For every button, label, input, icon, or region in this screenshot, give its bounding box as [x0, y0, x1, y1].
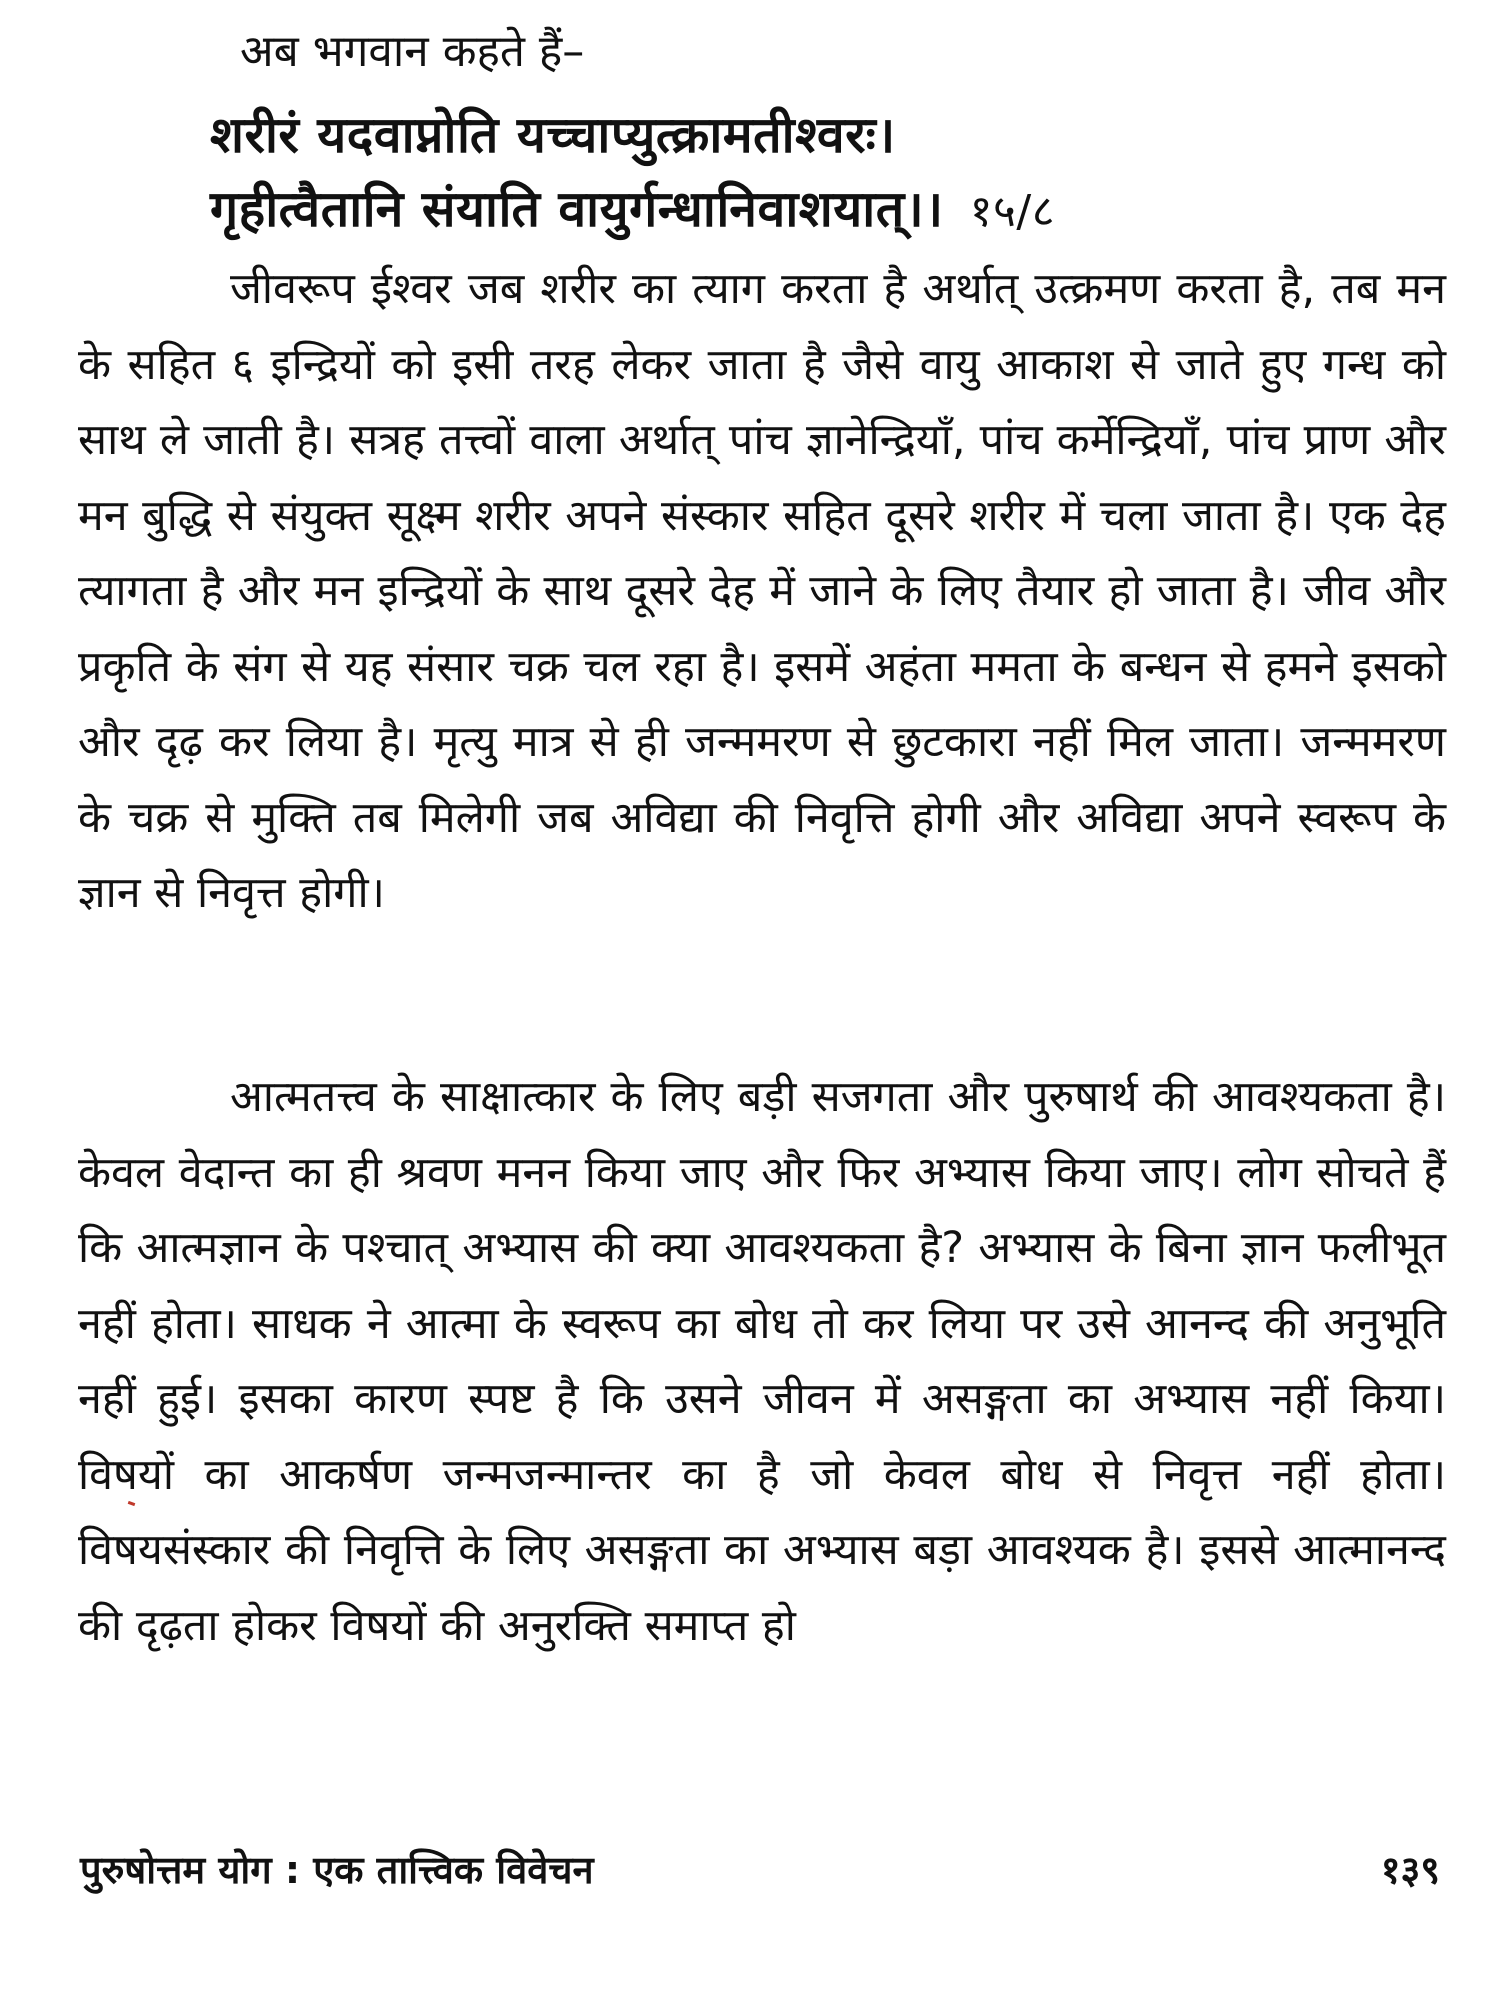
- verse-text-1: शरीरं यदवाप्नोति यच्चाप्युत्क्रामतीश्वरः।: [210, 106, 896, 164]
- verse-line-2: [210, 174, 1055, 247]
- paragraph-1: जीवरूप ईश्वर जब शरीर का त्याग करता है अर्थात् उत्क्रमण करता है, तब मन के सहित ६ इन्द्रियों को इसी तरह लेकर जाता है जैसे वायु आकाश से जाते हुए गन्ध को साथ ले जाती है। सत्रह तत्त्वों वाला अर्थात् पांच ज्ञानेन्द्रियाँ, पांच कर्मेन्द्रियाँ, पांच प्राण और मन बुद्धि से संयुक्त सूक्ष्म शरीर अपने संस्कार सहित दूसरे शरीर में चला जाता है। एक देह त्यागता है और मन इन्द्रियों के साथ दूसरे देह में जाने के लिए तैयार हो जाता है। जीव और प्रकृति के संग से यह संसार चक्र चल रहा है। इसमें अहंता ममता के बन्धन से हमने इसको और दृढ़ कर लिया है। मृत्यु मात्र से ही जन्ममरण से छुटकारा नहीं मिल जाता। जन्ममरण के चक्र से मुक्ति तब मिलेगी जब अविद्या की निवृत्ति होगी और अविद्या अपने स्वरूप के ज्ञान से निवृत्त होगी।: [78, 264, 1446, 918]
- footer-page-number: १३९: [1380, 1848, 1440, 1892]
- verse-reference: १५/८: [969, 186, 1056, 237]
- intro-line: अब भगवान कहते हैं–: [240, 26, 585, 77]
- verse-line-1: [210, 100, 896, 170]
- paragraph-2: आत्मतत्त्व के साक्षात्कार के लिए बड़ी सजगता और पुरुषार्थ की आवश्यकता है। केवल वेदान्त का ही श्रवण मनन किया जाए और फिर अभ्यास किया जाए। लोग सोचते हैं कि आत्मज्ञान के पश्चात् अभ्यास की क्या आवश्यकता है? अभ्यास के बिना ज्ञान फलीभूत नहीं होता। साधक ने आत्मा के स्वरूप का बोध तो कर लिया पर उसे आनन्द की अनुभूति नहीं हुई। इसका कारण स्पष्ट है कि उसने जीवन में असङ्गता का अभ्यास नहीं किया। विषयों का आकर्षण जन्मजन्मान्तर का है जो केवल बोध से निवृत्त नहीं होता। विषयसंस्कार की निवृत्ति के लिए असङ्गता का अभ्यास बड़ा आवश्यक है। इससे आत्मानन्द की दृढ़ता होकर विषयों की अनुरक्ति समाप्त हो: [78, 1072, 1446, 1651]
- footer-book-title: पुरुषोत्तम योग : एक तात्त्विक विवेचन: [80, 1848, 594, 1892]
- verse-text-2: गृहीत्वैतानि संयाति वायुर्गन्धानिवाशयात्।।: [210, 180, 944, 238]
